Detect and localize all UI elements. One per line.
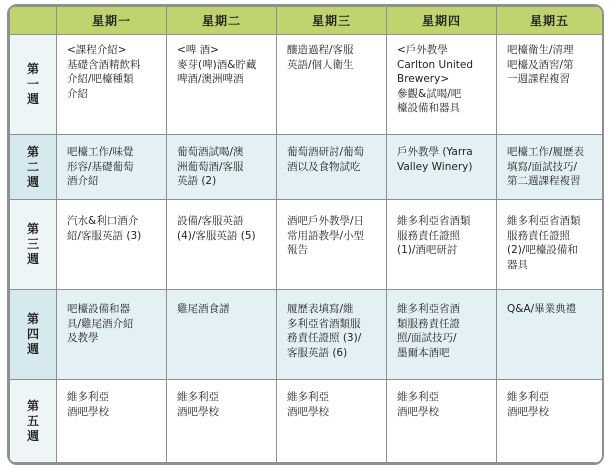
day-header-wednesday: 星期三 <box>277 7 387 35</box>
schedule-cell: 維多利亞省酒類 服務責任證照 (2)/吧檯設備和 器具 <box>497 200 603 290</box>
schedule-cell: 維多利亞 酒吧學校 <box>387 380 497 463</box>
week-label-3: 第三週 <box>10 200 57 290</box>
schedule-cell: 汽水&利口酒介 紹/客服英語 (3) <box>57 200 167 290</box>
schedule-table-frame <box>7 4 604 465</box>
week-row-4 <box>10 290 603 380</box>
week-row-3 <box>10 200 603 290</box>
header-corner-cell <box>10 7 57 35</box>
schedule-cell: 維多利亞省酒類 服務責任證照 (1)/酒吧研討 <box>387 200 497 290</box>
schedule-cell: 維多利亞 酒吧學校 <box>277 380 387 463</box>
week-row-2 <box>10 135 603 200</box>
schedule-cell: 吧檯工作/味覺 形容/基礎葡萄 酒介紹 <box>57 135 167 200</box>
schedule-cell: <課程介紹> 基礎含酒精飲料 介紹/吧檯種類 介紹 <box>57 35 167 135</box>
day-header-tuesday: 星期二 <box>167 7 277 35</box>
schedule-cell: 維多利亞 酒吧學校 <box>167 380 277 463</box>
week-label-4: 第四週 <box>10 290 57 380</box>
schedule-cell: 維多利亞省酒 類服務責任證 照/面試技巧/ 墨爾本酒吧 <box>387 290 497 380</box>
schedule-cell: 吧檯衛生/清理 吧檯及酒窖/第 一週課程複習 <box>497 35 603 135</box>
week-label-1: 第一週 <box>10 35 57 135</box>
schedule-cell: 維多利亞 酒吧學校 <box>497 380 603 463</box>
day-header-thursday: 星期四 <box>387 7 497 35</box>
day-header-friday: 星期五 <box>497 7 603 35</box>
schedule-cell: 吧檯設備和器 具/雞尾酒介紹 及教學 <box>57 290 167 380</box>
schedule-cell: 吧檯工作/履歷表 填寫/面試技巧/ 第二週課程複習 <box>497 135 603 200</box>
schedule-cell: 葡萄酒研討/葡萄 酒以及食物試吃 <box>277 135 387 200</box>
schedule-cell: 雞尾酒食譜 <box>167 290 277 380</box>
schedule-cell: 戶外教學 (Yarra Valley Winery) <box>387 135 497 200</box>
schedule-cell: <啤 酒> 麥芽(啤)酒&貯藏 啤酒/澳洲啤酒 <box>167 35 277 135</box>
schedule-cell: 酒吧戶外教學/日 常用語教學/小型 報告 <box>277 200 387 290</box>
schedule-cell: 葡萄酒試喝/澳 洲葡萄酒/客服 英語 (2) <box>167 135 277 200</box>
day-header-monday: 星期一 <box>57 7 167 35</box>
header-row <box>10 7 603 35</box>
schedule-cell: Q&A/畢業典禮 <box>497 290 603 380</box>
week-row-5 <box>10 380 603 463</box>
course-schedule-table <box>9 6 603 463</box>
schedule-cell: 設備/客服英語 (4)/客服英語 (5) <box>167 200 277 290</box>
week-row-1 <box>10 35 603 135</box>
schedule-cell: <戶外教學 Carlton United Brewery> 參觀&試喝/吧 檯設備和器具 <box>387 35 497 135</box>
schedule-cell: 釀造過程/客服 英語/個人衛生 <box>277 35 387 135</box>
schedule-cell: 維多利亞 酒吧學校 <box>57 380 167 463</box>
schedule-cell: 履歷表填寫/維 多利亞省酒類服 務責任證照 (3)/ 客服英語 (6) <box>277 290 387 380</box>
week-label-5: 第五週 <box>10 380 57 463</box>
week-label-2: 第二週 <box>10 135 57 200</box>
